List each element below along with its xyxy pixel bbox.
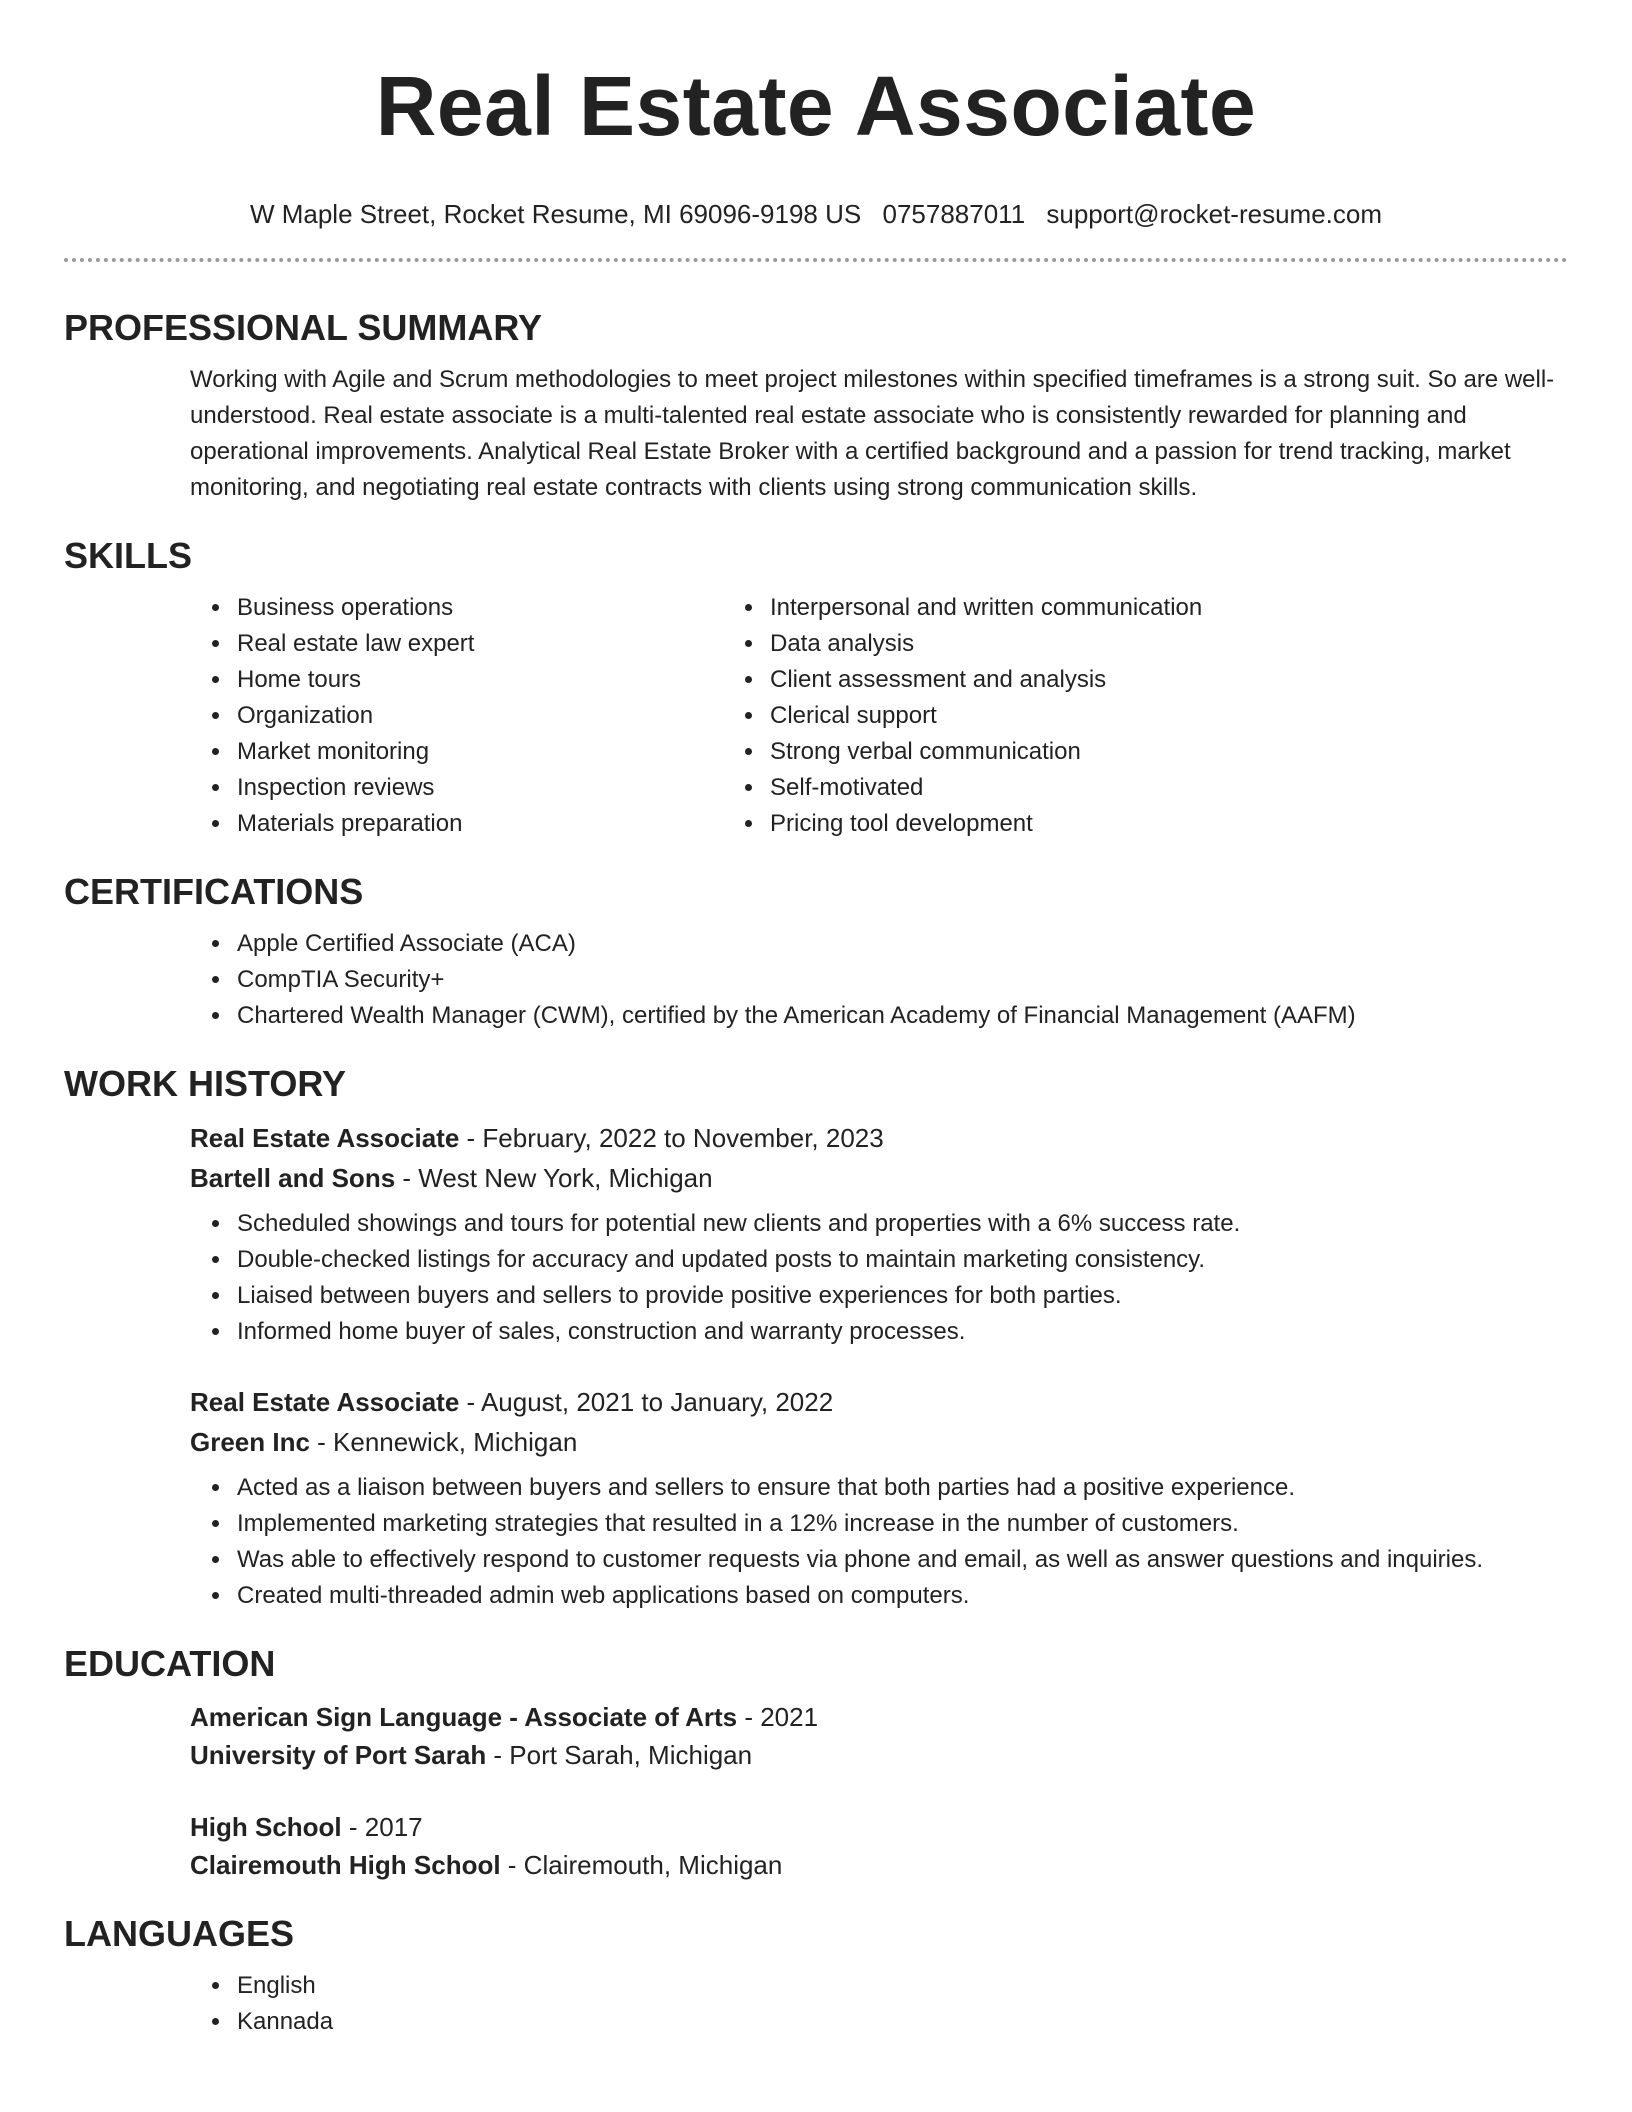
list-item: • Chartered Wealth Manager (CWM), certified by the American Academy of Financial Management (AAFM) [233, 998, 1568, 1034]
education-entry [190, 1698, 1568, 1774]
list-item: • Organization [233, 698, 744, 734]
list-item: • Inspection reviews [233, 770, 744, 806]
education-entry [190, 1808, 1568, 1884]
contact-line [64, 198, 1568, 230]
list-item: • Created multi-threaded admin web applications based on computers. [233, 1578, 1568, 1614]
list-item: • Scheduled showings and tours for potential new clients and properties with a 6% success rate. [233, 1206, 1568, 1242]
list-item: • Liaised between buyers and sellers to provide positive experiences for both parties. [233, 1278, 1568, 1314]
section-title-summary: PROFESSIONAL SUMMARY [64, 307, 543, 348]
skills-column-2 [744, 590, 1202, 842]
job-company-line [190, 1158, 1568, 1198]
list-item: • Kannada [233, 2004, 1568, 2040]
list-item: • Double-checked listings for accuracy and updated posts to maintain marketing consistency. [233, 1242, 1568, 1278]
job-company-line [190, 1422, 1568, 1462]
education-school: University of Port Sarah [190, 1740, 487, 1770]
section-title-languages: LANGUAGES [64, 1913, 295, 1954]
certifications-section [64, 870, 1568, 1034]
list-item: • Interpersonal and written communication [766, 590, 1202, 626]
list-item: • CompTIA Security+ [233, 962, 1568, 998]
contact-email: support@rocket-resume.com [1046, 199, 1383, 229]
job-role: Real Estate Associate [190, 1123, 460, 1153]
skills-list-2 [766, 590, 1202, 842]
education-section [64, 1642, 1568, 1884]
job-bullets [190, 1470, 1568, 1614]
languages-list [64, 1968, 1568, 2040]
list-item: • Data analysis [766, 626, 1202, 662]
job-entry [190, 1118, 1568, 1350]
job-title-line [190, 1118, 1568, 1158]
work-history-section [64, 1062, 1568, 1614]
list-item: • Self-motivated [766, 770, 1202, 806]
list-item: • Strong verbal communication [766, 734, 1202, 770]
section-title-skills: SKILLS [64, 535, 193, 576]
list-item: • Real estate law expert [233, 626, 744, 662]
section-title-work-history: WORK HISTORY [64, 1063, 347, 1104]
summary-section [64, 306, 1568, 506]
education-year: - 2021 [737, 1702, 819, 1732]
job-role: Real Estate Associate [190, 1387, 460, 1417]
header-divider [64, 258, 1568, 262]
job-entry [190, 1382, 1568, 1614]
education-degree: American Sign Language - Associate of Arts [190, 1702, 738, 1732]
education-degree: High School [190, 1812, 342, 1842]
education-degree-line [190, 1808, 1568, 1846]
skills-column-1 [64, 590, 744, 842]
education-school-line [190, 1736, 1568, 1774]
list-item: • Market monitoring [233, 734, 744, 770]
education-degree-line [190, 1698, 1568, 1736]
list-item: • English [233, 1968, 1568, 2004]
education-location: - Port Sarah, Michigan [486, 1740, 753, 1770]
contact-address: W Maple Street, Rocket Resume, MI 69096-9198 US [249, 199, 862, 229]
resume-name: Real Estate Associate [375, 59, 1257, 153]
contact-phone: 0757887011 [882, 199, 1026, 229]
job-company: Green Inc [190, 1427, 310, 1457]
skills-section [64, 534, 1568, 842]
skills-list-1 [64, 590, 744, 842]
education-location: - Clairemouth, Michigan [500, 1850, 783, 1880]
list-item: • Acted as a liaison between buyers and sellers to ensure that both parties had a positive experience. [233, 1470, 1568, 1506]
list-item: • Home tours [233, 662, 744, 698]
list-item: • Business operations [233, 590, 744, 626]
summary-text: Working with Agile and Scrum methodologies to meet project milestones within specified timeframes is a strong suit. So are well-understood. Real estate associate is a multi-talented real estate associate who is consistently rewarded for planning and operational improvements. Analytical Real Estate Broker with a certified background and a passion for trend tracking, market monitoring, and negotiating real estate contracts with clients using strong communication skills. [190, 366, 1555, 501]
job-company: Bartell and Sons [190, 1163, 396, 1193]
education-year: - 2017 [341, 1812, 423, 1842]
list-item: • Was able to effectively respond to customer requests via phone and email, as well as answer questions and inquiries. [233, 1542, 1568, 1578]
certifications-list [64, 926, 1568, 1034]
job-location: - West New York, Michigan [395, 1163, 713, 1193]
education-school: Clairemouth High School [190, 1850, 501, 1880]
list-item: • Implemented marketing strategies that resulted in a 12% increase in the number of customers. [233, 1506, 1568, 1542]
job-title-line [190, 1382, 1568, 1422]
list-item: • Apple Certified Associate (ACA) [233, 926, 1568, 962]
job-bullets [190, 1206, 1568, 1350]
list-item: • Client assessment and analysis [766, 662, 1202, 698]
list-item: • Informed home buyer of sales, construction and warranty processes. [233, 1314, 1568, 1350]
list-item: • Pricing tool development [766, 806, 1202, 842]
education-school-line [190, 1846, 1568, 1884]
skills-grid [64, 590, 1568, 842]
list-item: • Clerical support [766, 698, 1202, 734]
job-location: - Kennewick, Michigan [309, 1427, 578, 1457]
section-title-certifications: CERTIFICATIONS [64, 871, 364, 912]
list-item: • Materials preparation [233, 806, 744, 842]
section-title-education: EDUCATION [64, 1643, 276, 1684]
job-dates: - August, 2021 to January, 2022 [459, 1387, 834, 1417]
job-dates: - February, 2022 to November, 2023 [459, 1123, 884, 1153]
languages-section [64, 1912, 1568, 2040]
